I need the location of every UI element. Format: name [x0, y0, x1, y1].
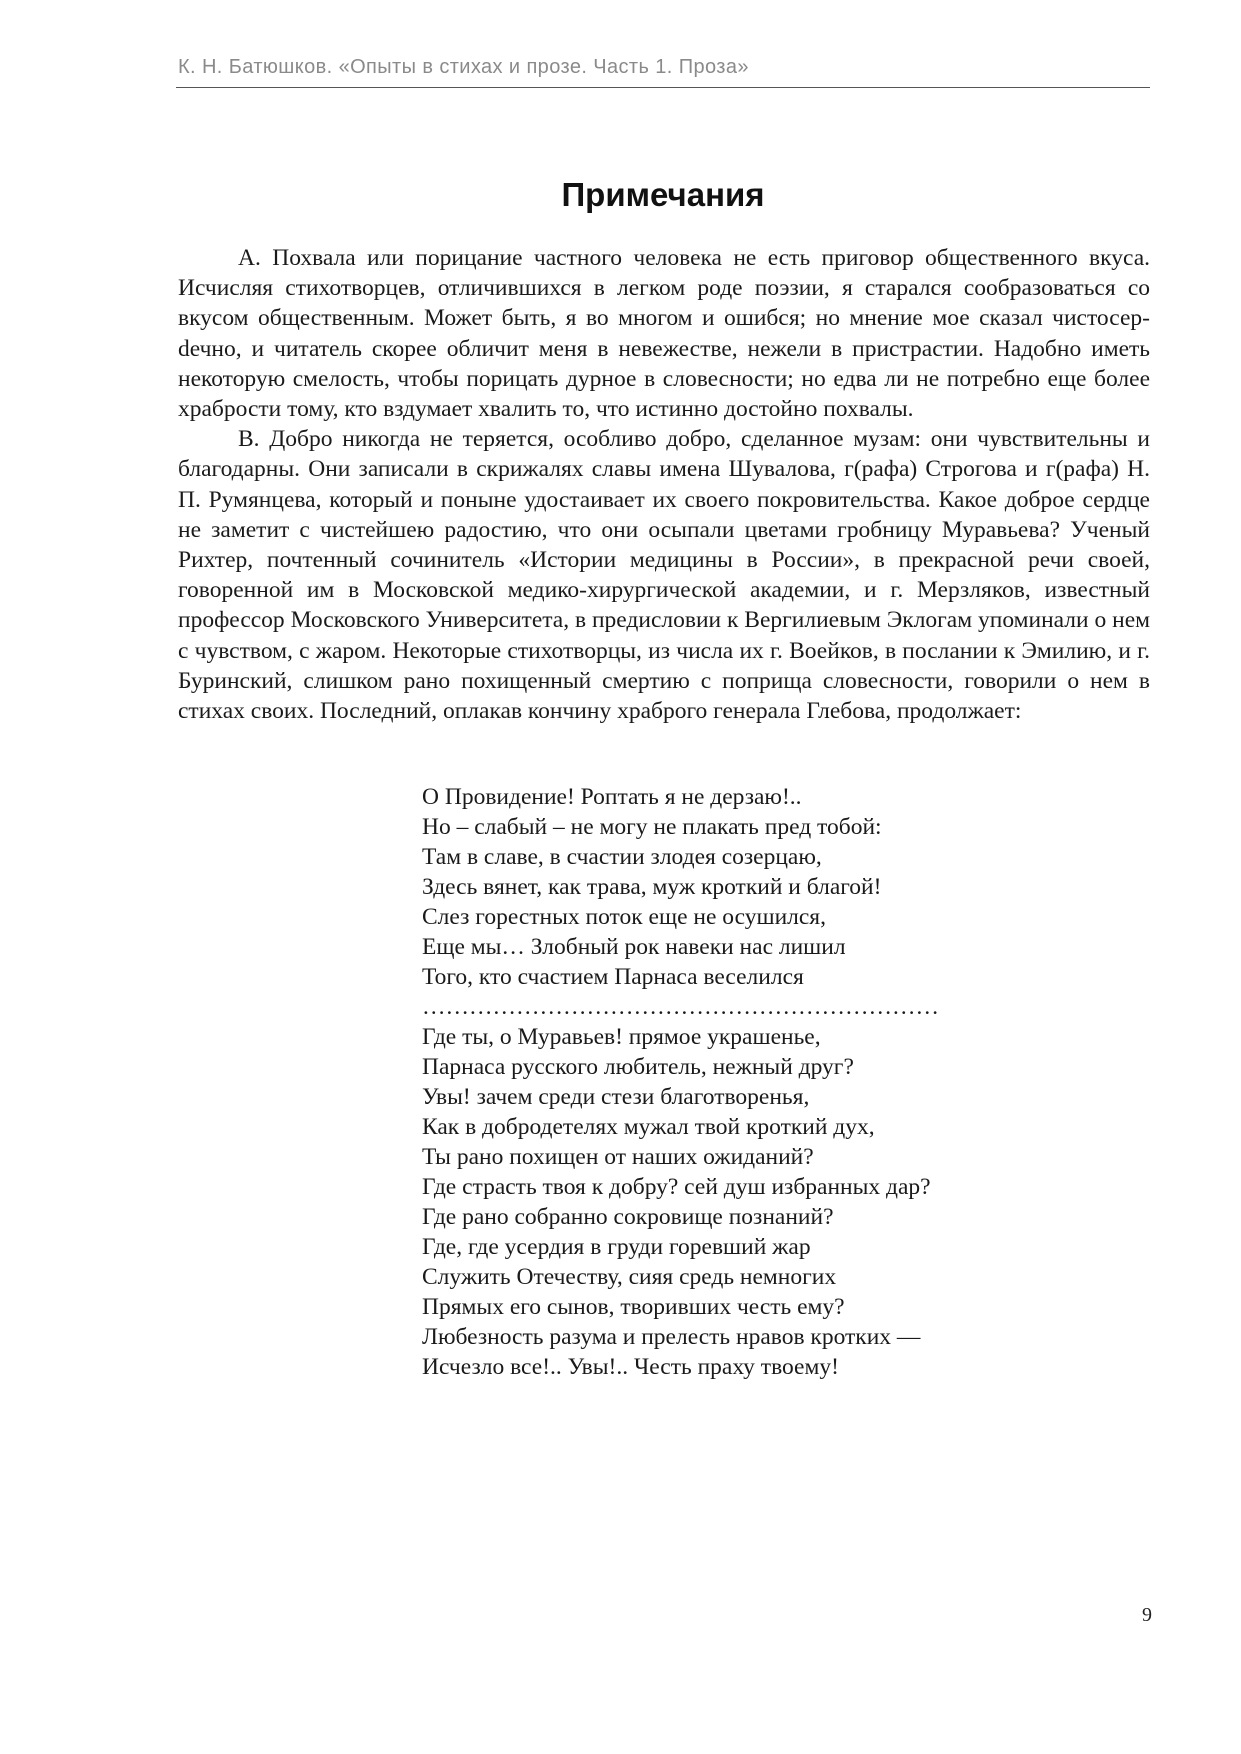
page-number: 9	[1142, 1604, 1152, 1626]
poem-line: О Провидение! Роптать я не дерзаю!..	[422, 784, 802, 810]
poem-quote	[422, 782, 1122, 1382]
poem-line: Прямых его сынов, творивших честь ему?	[422, 1294, 845, 1320]
poem-line: Парнаса русского любитель, нежный друг?	[422, 1054, 854, 1080]
poem-line: Где ты, о Муравьев! прямое украшенье,	[422, 1024, 821, 1050]
note-paragraph-a: А. Похвала или порицание частного человека не есть приговор общественного вкуса. Исчисляя стихотворцев, отличившихся в легком роде поэзии, я старался сообразоваться со вкусом общественным. Может быть, я во многом и ошибся; но мнение мое сказал чистосерdечно, и читатель скорее обличит меня в невежестве, нежели в пристрастии. Надобно иметь некоторую смелость, чтобы порицать дурное в словесности; но едва ли не потребно еще более храбрости тому, кто вздумает хвалить то, что истинно достойно похвалы.	[178, 245, 1150, 423]
poem-line: Как в добродетелях мужал твой кроткий дух,	[422, 1114, 875, 1140]
poem-line: Где страсть твоя к добру? сей душ избранных дар?	[422, 1174, 931, 1200]
poem-line: Но – слабый – не могу не плакать пред тобой:	[422, 814, 882, 840]
poem-line: Увы! зачем среди стези благотворенья,	[422, 1084, 810, 1110]
poem-line: Где, где усердия в груди горевший жар	[422, 1234, 811, 1260]
poem-line: Слез горестных поток еще не осушился,	[422, 904, 826, 930]
header-divider	[176, 87, 1150, 88]
poem-line: Служить Отечеству, сияя средь немногих	[422, 1264, 837, 1290]
poem-line: Там в славе, в счастии злодея созерцаю,	[422, 844, 822, 870]
poem-line: Здесь вянет, как трава, муж кроткий и благой!	[422, 874, 882, 900]
poem-line: Исчезло все!.. Увы!.. Честь праху твоему!	[422, 1354, 839, 1380]
poem-ellipsis-line: …………………………………………………………	[422, 994, 939, 1020]
poem-line: Еще мы… Злобный рок навеки нас лишил	[422, 934, 846, 960]
poem-line: Того, кто счастием Парнаса веселился	[422, 964, 804, 990]
poem-line: Где рано собранно сокровище познаний?	[422, 1204, 834, 1230]
running-header: К. Н. Батюшков. «Опыты в стихах и прозе. Часть 1. Проза»	[178, 56, 749, 78]
page-title: Примечания	[561, 176, 765, 213]
poem-line: Ты рано похищен от наших ожиданий?	[422, 1144, 814, 1170]
note-paragraph-b: В. Добро никогда не теряется, особливо добро, сделанное музам: они чувствительны и благодарны. Они записали в скрижалях славы имена Шувалова, г(рафа) Строгова и г(рафа) Н. П. Румянцева, который и поныне удостаивает их своего покровительства. Какое доброе сердце не заметит с чистейшею радостию, что они осыпали цветами гробницу Муравьева? Ученый Рихтер, почтенный сочинитель «Истории медицины в России», в прекрасной речи своей, говоренной им в Московской медико-хирургической академии, и г. Мерзляков, известный профессор Московского Университета, в предисловии к Вергилиевым Эклогам упоминали о нем с чувством, с жаром. Некоторые стихотворцы, из числа их г. Воейков, в послании к Эмилию, и г. Буринский, слишком рано похищенный смертию с поприща словесности, говорили о нем в стихах своих. Последний, оплакав кончину храброго генерала Глебова, продолжает:	[178, 426, 1150, 725]
poem-line: Любезность разума и прелесть нравов кротких —	[422, 1324, 921, 1350]
notes-body	[178, 243, 1150, 726]
